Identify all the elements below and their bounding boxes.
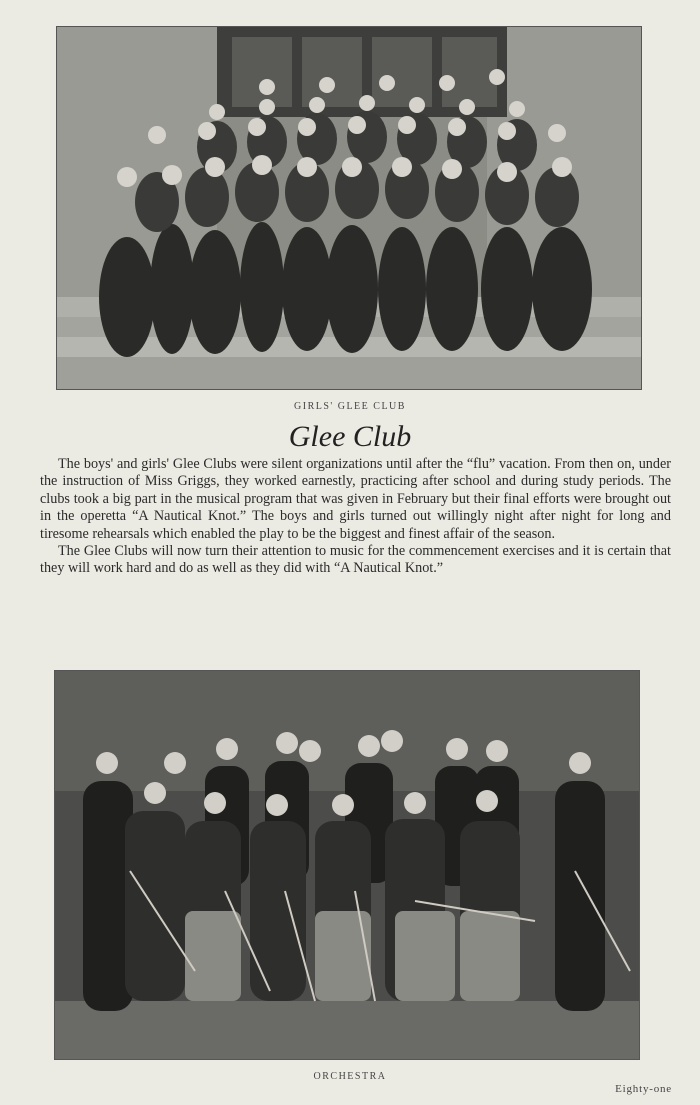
article-paragraph: The Glee Clubs will now turn their attention to music for the commencement exercises and it is certain that they will work hard and do as well as they did with “A Nautical Knot.” <box>40 543 671 577</box>
article-title: Glee Club <box>288 420 412 453</box>
orchestra-caption: ORCHESTRA <box>313 1071 387 1082</box>
glee-club-caption: GIRLS' GLEE CLUB <box>294 401 406 412</box>
glee-club-photo <box>56 26 642 390</box>
article-body <box>40 456 671 578</box>
article-paragraph: The boys' and girls' Glee Clubs were silent organizations until after the “flu” vacation. From then on, under the instruction of Miss Griggs, they worked earnestly, practicing after school and during study periods. The clubs took a big part in the musical program that was given in February but their final efforts were brought out in the operetta “A Nautical Knot.” The boys and girls turned out willingly night after night for long and tiresome rehearsals which enabled the play to be the biggest and finest affair of the season. <box>40 456 671 542</box>
orchestra-photo <box>54 670 640 1060</box>
page-number: Eighty-one <box>615 1083 672 1095</box>
